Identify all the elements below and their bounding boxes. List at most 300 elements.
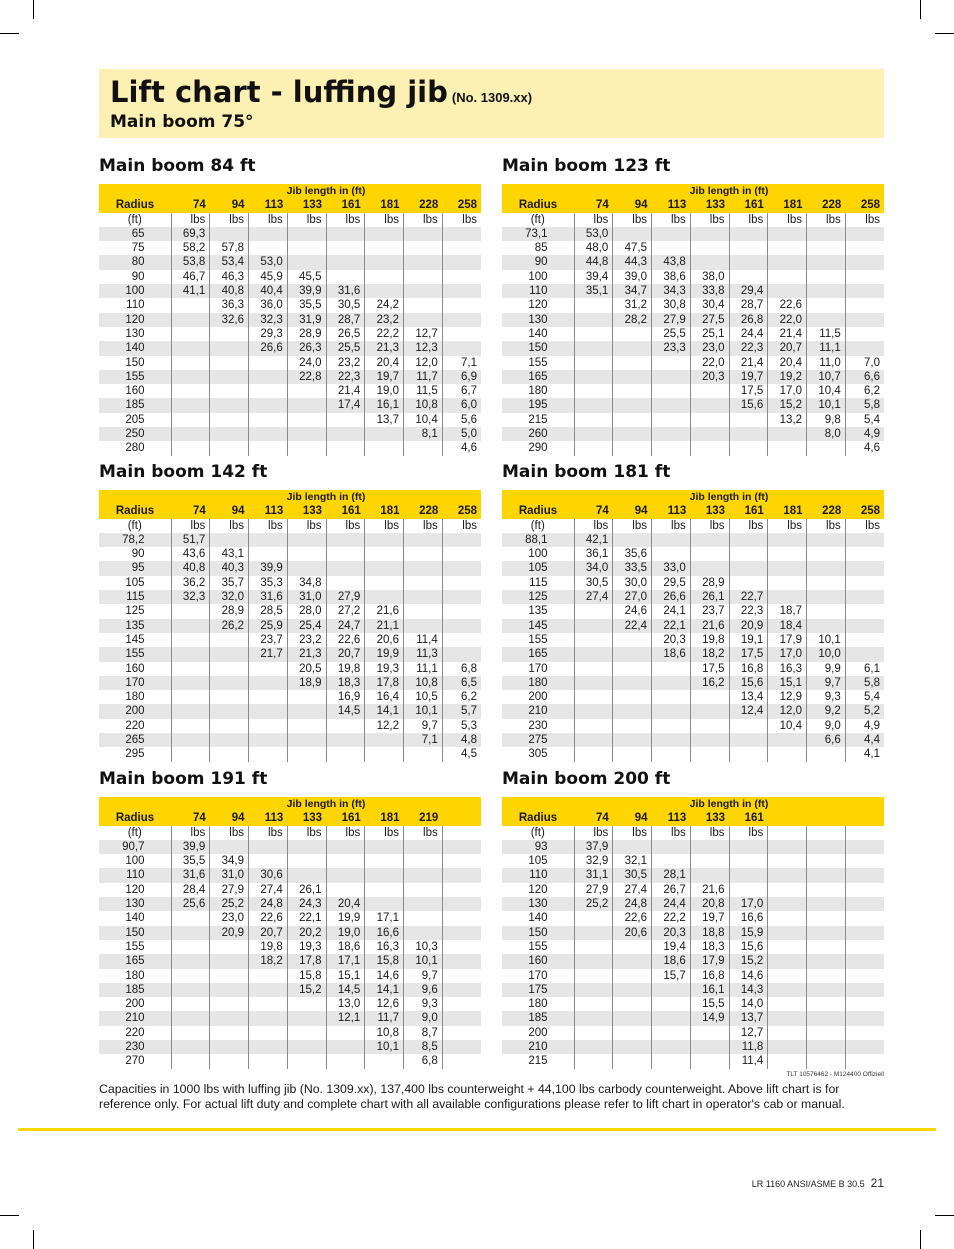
capacity-cell — [171, 413, 210, 427]
capacity-cell: 27,9 — [326, 590, 365, 604]
capacity-cell: 10,0 — [807, 647, 846, 661]
capacity-cell — [807, 255, 846, 269]
capacity-cell — [404, 298, 443, 312]
capacity-cell — [768, 1026, 807, 1040]
capacity-cell: 28,9 — [287, 327, 326, 341]
capacity-cell: 28,9 — [690, 576, 729, 590]
capacity-cell — [652, 1054, 691, 1068]
chart-title: Main boom 84 ft — [99, 156, 256, 176]
crop-mark — [920, 0, 921, 19]
capacity-cell — [574, 327, 613, 341]
jib-length-cell: 74 — [574, 198, 613, 212]
capacity-cell: 19,8 — [690, 633, 729, 647]
capacity-cell: 27,9 — [652, 313, 691, 327]
capacity-cell: 17,5 — [729, 647, 768, 661]
unit-cell: lbs — [845, 213, 884, 227]
capacity-cell — [249, 370, 288, 384]
capacity-cell: 30,8 — [652, 298, 691, 312]
jib-length-cell: 133 — [690, 504, 729, 518]
capacity-cell — [768, 983, 807, 997]
capacity-cell: 6,2 — [442, 690, 481, 704]
capacity-cell: 28,7 — [326, 313, 365, 327]
table-row — [502, 704, 884, 718]
capacity-cell: 16,3 — [365, 940, 404, 954]
capacity-cell: 23,2 — [365, 313, 404, 327]
capacity-cell — [807, 983, 846, 997]
capacity-cell — [171, 690, 210, 704]
capacity-cell — [442, 270, 481, 284]
unit-cell: lbs — [613, 826, 652, 840]
capacity-cell — [574, 704, 613, 718]
capacity-cell — [652, 384, 691, 398]
unit-cell: lbs — [729, 519, 768, 533]
radius-cell: 110 — [502, 868, 574, 882]
radius-cell: 165 — [99, 954, 171, 968]
capacity-cell — [171, 356, 210, 370]
capacity-cell — [171, 427, 210, 441]
capacity-cell — [613, 384, 652, 398]
capacity-cell: 32,9 — [574, 854, 613, 868]
table-row — [99, 341, 481, 355]
capacity-cell: 21,6 — [365, 604, 404, 618]
capacity-cell — [287, 840, 326, 854]
capacity-cell: 5,4 — [845, 690, 884, 704]
radius-header: Radius — [99, 504, 171, 518]
table-row — [99, 854, 481, 868]
capacity-cell: 4,5 — [442, 747, 481, 761]
capacity-cell: 29,3 — [249, 327, 288, 341]
capacity-cell: 22,2 — [365, 327, 404, 341]
capacity-cell — [845, 969, 884, 983]
radius-cell: 165 — [502, 647, 574, 661]
capacity-cell: 44,3 — [613, 255, 652, 269]
capacity-cell: 20,7 — [768, 341, 807, 355]
radius-cell: 230 — [99, 1040, 171, 1054]
capacity-cell: 43,8 — [652, 255, 691, 269]
unit-cell: lbs — [652, 826, 691, 840]
crop-mark — [0, 33, 19, 34]
capacity-cell: 21,6 — [690, 619, 729, 633]
capacity-cell — [807, 954, 846, 968]
capacity-cell: 38,6 — [652, 270, 691, 284]
capacity-cell — [768, 561, 807, 575]
unit-cell: lbs — [404, 826, 443, 840]
table-row — [99, 356, 481, 370]
capacity-cell: 9,7 — [807, 676, 846, 690]
capacity-cell — [442, 883, 481, 897]
capacity-cell — [210, 969, 249, 983]
capacity-cell: 11,8 — [729, 1040, 768, 1054]
jib-header-row — [502, 797, 884, 811]
capacity-cell — [845, 883, 884, 897]
capacity-cell: 4,9 — [845, 427, 884, 441]
capacity-cell: 5,4 — [845, 413, 884, 427]
capacity-cell — [249, 719, 288, 733]
capacity-cell: 5,8 — [845, 676, 884, 690]
capacity-cell: 19,2 — [768, 370, 807, 384]
jib-length-cell: 94 — [210, 811, 249, 825]
capacity-cell: 28,5 — [249, 604, 288, 618]
capacity-cell: 16,4 — [365, 690, 404, 704]
capacity-cell: 11,4 — [404, 633, 443, 647]
capacity-cell: 39,9 — [249, 561, 288, 575]
capacity-cell: 11,5 — [807, 327, 846, 341]
capacity-cell — [365, 441, 404, 455]
capacity-cell: 44,8 — [574, 255, 613, 269]
capacity-cell — [845, 270, 884, 284]
capacity-cell: 12,0 — [768, 704, 807, 718]
capacity-cell: 46,3 — [210, 270, 249, 284]
capacity-cell — [652, 676, 691, 690]
jib-length-cell: 181 — [768, 504, 807, 518]
capacity-cell: 11,7 — [365, 1011, 404, 1025]
capacity-cell: 19,7 — [365, 370, 404, 384]
capacity-cell: 10,1 — [404, 704, 443, 718]
table-row — [502, 561, 884, 575]
capacity-cell: 10,4 — [807, 384, 846, 398]
unit-cell: lbs — [326, 826, 365, 840]
capacity-cell — [442, 969, 481, 983]
radius-unit: (ft) — [530, 519, 545, 532]
unit-cell: lbs — [442, 519, 481, 533]
table-row — [99, 1011, 481, 1025]
jib-length-cell: 113 — [249, 504, 288, 518]
capacity-cell: 17,5 — [690, 662, 729, 676]
capacity-cell: 10,7 — [807, 370, 846, 384]
capacity-cell — [690, 561, 729, 575]
capacity-cell: 19,1 — [729, 633, 768, 647]
capacity-cell — [768, 883, 807, 897]
table-row — [99, 926, 481, 940]
capacity-cell — [574, 1026, 613, 1040]
table-row — [99, 313, 481, 327]
capacity-cell — [442, 1040, 481, 1054]
capacity-cell: 17,9 — [690, 954, 729, 968]
radius-unit: (ft) — [127, 213, 142, 226]
capacity-cell — [442, 241, 481, 255]
capacity-cell — [365, 284, 404, 298]
radius-cell: 210 — [502, 1040, 574, 1054]
header-banner — [99, 69, 884, 138]
capacity-cell — [326, 227, 365, 241]
table-row — [502, 1040, 884, 1054]
yellow-rule — [18, 1128, 936, 1131]
capacity-cell: 10,1 — [365, 1040, 404, 1054]
capacity-cell: 30,4 — [690, 298, 729, 312]
capacity-caption: Capacities in 1000 lbs with luffing jib (No. 1309.xx), 137,400 lbs counterweight + 44,100 lbs carbody counterweight. Above lift chart is for reference only. For actual lift duty and complete chart with all available configurations please refer to lift chart in operator's cab or manual. — [99, 1082, 845, 1111]
capacity-cell: 10,3 — [404, 940, 443, 954]
capacity-cell — [365, 533, 404, 547]
capacity-cell — [613, 341, 652, 355]
capacity-cell: 53,4 — [210, 255, 249, 269]
capacity-cell: 46,7 — [171, 270, 210, 284]
capacity-cell: 19,0 — [365, 384, 404, 398]
capacity-cell — [652, 241, 691, 255]
capacity-cell — [768, 969, 807, 983]
capacity-cell: 40,8 — [171, 561, 210, 575]
capacity-cell: 35,7 — [210, 576, 249, 590]
radius-header: Radius — [502, 811, 574, 825]
capacity-cell: 9,2 — [807, 704, 846, 718]
capacity-cell — [442, 227, 481, 241]
capacity-cell: 22,0 — [690, 356, 729, 370]
radius-cell: 185 — [99, 398, 171, 412]
capacity-cell: 12,7 — [729, 1026, 768, 1040]
capacity-cell: 22,6 — [326, 633, 365, 647]
capacity-cell — [845, 313, 884, 327]
table-row — [502, 662, 884, 676]
capacity-cell — [365, 590, 404, 604]
jib-length-cell: 161 — [326, 811, 365, 825]
radius-cell: 155 — [99, 647, 171, 661]
radius-cell: 100 — [528, 548, 548, 561]
capacity-cell — [249, 983, 288, 997]
capacity-cell: 39,0 — [613, 270, 652, 284]
header-blank — [502, 490, 574, 504]
unit-row — [502, 519, 884, 533]
capacity-cell: 6,6 — [807, 733, 846, 747]
capacity-cell — [574, 969, 613, 983]
capacity-cell: 51,7 — [171, 533, 210, 547]
unit-cell: lbs — [690, 826, 729, 840]
capacity-cell: 5,2 — [845, 704, 884, 718]
capacity-cell — [365, 868, 404, 882]
capacity-cell — [768, 441, 807, 455]
capacity-cell — [171, 604, 210, 618]
capacity-cell — [210, 1054, 249, 1068]
capacity-cell: 9,3 — [404, 997, 443, 1011]
capacity-cell — [690, 733, 729, 747]
table-row — [99, 719, 481, 733]
capacity-cell: 22,6 — [768, 298, 807, 312]
capacity-cell — [652, 997, 691, 1011]
table-row — [99, 911, 481, 925]
capacity-cell — [442, 911, 481, 925]
unit-cell: lbs — [404, 519, 443, 533]
capacity-cell: 9,7 — [404, 969, 443, 983]
jib-length-cell: 161 — [326, 504, 365, 518]
capacity-cell: 9,8 — [807, 413, 846, 427]
capacity-cell: 24,7 — [326, 619, 365, 633]
capacity-cell: 20,3 — [652, 926, 691, 940]
table-row — [99, 940, 481, 954]
jib-length-cell: 113 — [249, 811, 288, 825]
capacity-cell — [845, 647, 884, 661]
capacity-cell: 21,3 — [365, 341, 404, 355]
capacity-cell — [287, 255, 326, 269]
capacity-cell: 12,3 — [404, 341, 443, 355]
capacity-cell: 9,7 — [404, 719, 443, 733]
capacity-cell — [652, 427, 691, 441]
capacity-cell — [365, 270, 404, 284]
jib-lengths-row — [99, 198, 481, 212]
capacity-cell — [768, 954, 807, 968]
capacity-cell: 17,5 — [729, 384, 768, 398]
jib-lengths-row — [502, 811, 884, 825]
jib-length-cell: 94 — [210, 198, 249, 212]
capacity-cell — [729, 241, 768, 255]
capacity-cell — [404, 270, 443, 284]
radius-cell: 130 — [502, 897, 574, 911]
capacity-cell: 27,2 — [326, 604, 365, 618]
lift-chart-table — [502, 184, 884, 456]
radius-cell: 170 — [528, 969, 548, 982]
capacity-cell — [807, 547, 846, 561]
capacity-cell: 14,1 — [365, 704, 404, 718]
crop-mark — [33, 1230, 34, 1249]
capacity-cell: 10,1 — [404, 954, 443, 968]
capacity-cell — [807, 561, 846, 575]
jib-length-cell: 113 — [652, 504, 691, 518]
capacity-cell: 22,6 — [249, 911, 288, 925]
capacity-cell: 6,7 — [442, 384, 481, 398]
table-row — [99, 1026, 481, 1040]
capacity-cell: 8,5 — [404, 1040, 443, 1054]
capacity-cell: 14,6 — [729, 969, 768, 983]
jib-length-cell: 228 — [404, 504, 443, 518]
radius-unit: (ft) — [127, 519, 142, 532]
unit-cell: lbs — [210, 213, 249, 227]
capacity-cell: 34,8 — [287, 576, 326, 590]
unit-cell: lbs — [326, 213, 365, 227]
capacity-cell — [574, 1011, 613, 1025]
capacity-cell — [287, 241, 326, 255]
capacity-cell — [171, 704, 210, 718]
capacity-cell — [404, 547, 443, 561]
capacity-cell: 4,1 — [845, 747, 884, 761]
capacity-cell — [326, 533, 365, 547]
capacity-cell — [249, 227, 288, 241]
capacity-cell: 10,4 — [768, 719, 807, 733]
unit-cell: lbs — [729, 826, 768, 840]
capacity-cell — [404, 897, 443, 911]
table-row — [502, 370, 884, 384]
table-row — [99, 954, 481, 968]
capacity-cell — [287, 1026, 326, 1040]
radius-cell: 93 — [502, 840, 574, 854]
capacity-cell — [404, 840, 443, 854]
capacity-cell: 26,1 — [690, 590, 729, 604]
unit-cell: lbs — [365, 213, 404, 227]
radius-cell: 205 — [125, 413, 145, 426]
capacity-cell — [574, 633, 613, 647]
table-row — [502, 413, 884, 427]
capacity-cell: 20,9 — [729, 619, 768, 633]
capacity-cell — [845, 1040, 884, 1054]
capacity-cell: 9,0 — [404, 1011, 443, 1025]
radius-cell: 305 — [528, 748, 548, 761]
capacity-cell — [574, 427, 613, 441]
capacity-cell: 24,6 — [613, 604, 652, 618]
capacity-cell — [287, 427, 326, 441]
capacity-cell: 20,4 — [768, 356, 807, 370]
capacity-cell — [613, 427, 652, 441]
capacity-cell — [210, 997, 249, 1011]
capacity-cell — [171, 1026, 210, 1040]
capacity-cell — [287, 997, 326, 1011]
capacity-cell — [326, 719, 365, 733]
capacity-cell — [326, 427, 365, 441]
unit-cell: lbs — [249, 213, 288, 227]
capacity-cell: 6,9 — [442, 370, 481, 384]
capacity-cell — [574, 647, 613, 661]
capacity-cell — [210, 533, 249, 547]
radius-cell: 160 — [502, 954, 574, 968]
radius-cell: 195 — [502, 398, 574, 412]
capacity-cell — [652, 840, 691, 854]
capacity-cell — [845, 547, 884, 561]
table-row — [99, 227, 481, 241]
chart-section — [99, 769, 481, 1069]
capacity-cell — [845, 911, 884, 925]
capacity-cell — [845, 604, 884, 618]
capacity-cell: 14,9 — [690, 1011, 729, 1025]
capacity-cell — [690, 384, 729, 398]
table-row — [99, 398, 481, 412]
table-row — [502, 954, 884, 968]
capacity-cell — [845, 284, 884, 298]
capacity-cell: 9,3 — [807, 690, 846, 704]
unit-cell: lbs — [845, 519, 884, 533]
capacity-cell — [442, 1026, 481, 1040]
capacity-cell: 12,1 — [326, 1011, 365, 1025]
unit-cell: lbs — [574, 213, 613, 227]
capacity-cell — [249, 747, 288, 761]
capacity-cell — [171, 733, 210, 747]
capacity-cell: 26,2 — [210, 619, 249, 633]
jib-lengths-row — [99, 811, 481, 825]
capacity-cell: 18,4 — [768, 619, 807, 633]
capacity-cell — [845, 533, 884, 547]
capacity-cell — [768, 576, 807, 590]
table-row — [99, 370, 481, 384]
capacity-cell: 40,3 — [210, 561, 249, 575]
capacity-cell — [404, 313, 443, 327]
jib-length-cell: 133 — [690, 811, 729, 825]
capacity-cell — [171, 997, 210, 1011]
table-row — [502, 576, 884, 590]
capacity-cell — [574, 413, 613, 427]
table-row — [502, 854, 884, 868]
capacity-cell — [652, 1011, 691, 1025]
capacity-cell — [845, 940, 884, 954]
capacity-cell — [249, 733, 288, 747]
radius-cell: 210 — [99, 1011, 171, 1025]
capacity-cell — [171, 969, 210, 983]
capacity-cell — [326, 561, 365, 575]
doc-reference: LR 1160 ANSI/ASME B 30.5 — [751, 1179, 865, 1189]
radius-cell: 100 — [528, 270, 548, 283]
capacity-cell: 36,2 — [171, 576, 210, 590]
jib-length-cell: 161 — [729, 504, 768, 518]
capacity-cell: 32,6 — [210, 313, 249, 327]
capacity-cell — [807, 227, 846, 241]
capacity-cell — [768, 590, 807, 604]
table-row — [502, 983, 884, 997]
capacity-cell: 6,8 — [442, 662, 481, 676]
capacity-cell — [442, 633, 481, 647]
table-row — [502, 227, 884, 241]
capacity-cell: 26,8 — [729, 313, 768, 327]
radius-cell: 180 — [125, 691, 145, 704]
capacity-cell: 13,7 — [365, 413, 404, 427]
capacity-cell: 12,9 — [768, 690, 807, 704]
jib-length-cell: 181 — [365, 504, 404, 518]
page-footer — [752, 1176, 884, 1190]
capacity-cell — [249, 969, 288, 983]
capacity-cell — [768, 926, 807, 940]
radius-cell: 265 — [99, 733, 171, 747]
